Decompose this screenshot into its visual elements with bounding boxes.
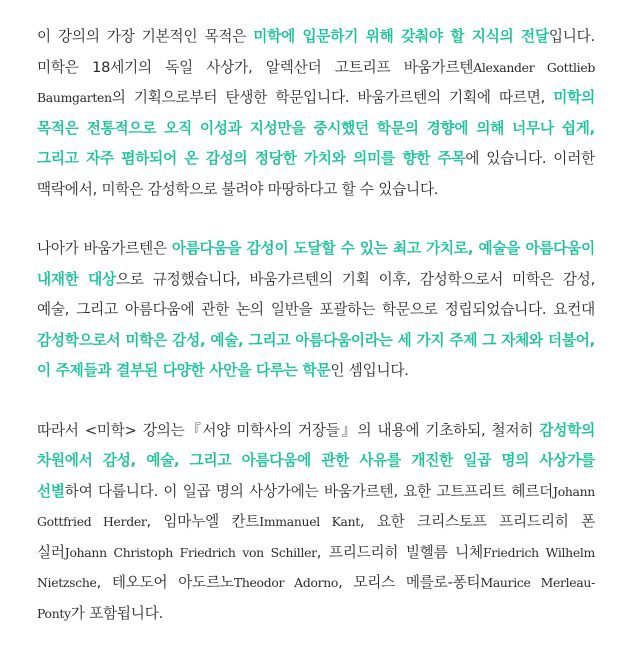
highlight-span: 감성학으로서 미학은 감성, 예술, 그리고 아름다움이라는 세 가지 주제 그 자체와 더불어, 이 주제들과 결부된 다양한 사안을 다루는 학문	[37, 331, 595, 379]
latin-name-span: Immanuel Kant	[259, 514, 360, 529]
latin-name-span: Alexander Gottlieb Baumgarten	[37, 59, 595, 105]
text-span: 따라서 <미학> 강의는『서양 미학사의 거장들』의 내용에 기초하되, 철저히	[37, 421, 540, 439]
text-span: 의 기획으로부터 탄생한 학문입니다. 바움가르텐의 기획에 따르면,	[111, 89, 554, 106]
highlight-span: 아름다움을 감성이 도달할 수 있는 최고 가치로, 예술을 아름다움이 내재한 대상	[37, 240, 595, 288]
highlight-span: 감성학의 차원에서 감성, 예술, 그리고 아름다움에 관한 사유를 개진한 일곱 명의 사상가를 선별	[37, 421, 595, 500]
text-span: , 모리스 메를로-퐁티	[338, 574, 481, 591]
text-span: , 임마누엘 칸트	[146, 513, 260, 530]
text-span: 입니다. 미학은 18세기의 독일 사상가, 알렉산더 고트리프 바움가르텐	[37, 28, 595, 76]
paragraph-3	[37, 416, 595, 630]
text-span: , 프리드리히 빌헬름 니체	[316, 543, 483, 561]
article-body	[37, 22, 595, 658]
text-span: 하여 다룹니다. 이 일곱 명의 사상가에는 바움가르텐, 요한 고트프리트 헤르더	[64, 482, 554, 500]
latin-name-span: Johann Gottfried Herder	[37, 483, 595, 529]
text-span: 이 강의의 가장 기본적인 목적은	[37, 28, 254, 45]
highlight-span: 미학의 목적은 전통적으로 오직 이성과 지성만을 중시했던 학문의 경향에 의해 너무나 쉽게, 그리고 자주 폄하되어 온 감성의 정당한 가치와 의미를 향한 주목	[37, 89, 595, 167]
paragraph-1	[37, 22, 595, 205]
latin-name-span: Theodor Adorno	[233, 575, 339, 590]
text-span: 에 있습니다. 이러한 맥락에서, 미학은 감성학으로 불려야 마땅하다고 할 수 있습니다.	[37, 150, 595, 198]
highlight-span: 미학에 입문하기 위해 갖춰야 할 지식의 전달	[253, 28, 549, 45]
latin-name-span: Friedrich Wilhelm Nietzsche	[37, 544, 595, 590]
text-span: 으로 규정했습니다, 바움가르텐의 기획 이후, 감성학으로서 미학은 감성, 예술, 그리고 아름다움에 관한 논의 일반을 포괄하는 학문으로 정립되었습니다. 요컨대	[37, 270, 596, 318]
text-span: , 테오도어 아도르노	[96, 574, 234, 591]
text-span: 나아가 바움가르텐은	[37, 240, 172, 257]
text-span: 가 포함됩니다.	[70, 604, 164, 622]
latin-name-span: Maurice Merleau-Ponty	[37, 575, 595, 621]
paragraph-2	[37, 234, 595, 387]
text-span: 인 셈입니다.	[330, 362, 409, 379]
text-span: , 요한 크리스토프 프리드리히 폰 실러	[37, 513, 595, 561]
latin-name-span: Johann Christoph Friedrich von Schiller	[64, 544, 317, 560]
